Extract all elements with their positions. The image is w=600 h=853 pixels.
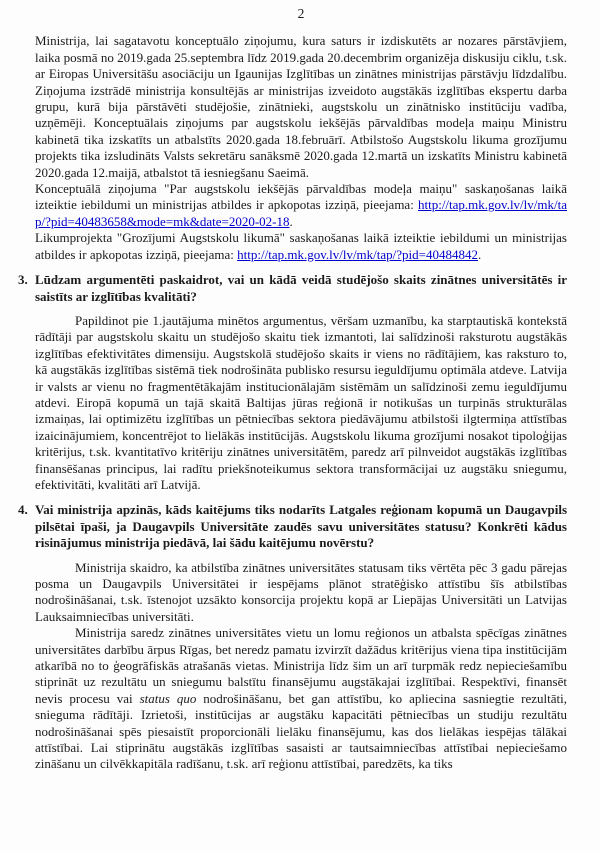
text-run: Lūdzam argumentēti paskaidrot, vai un kādā veidā studējošo skaits zinātnes universitātēs ir saistīts ar izglītības kvalitāti? [35, 272, 567, 304]
text-run: Papildinot pie 1.jautājuma minētos argumentus, vēršam uzmanību, ka starptautiskā kontekstā rādītāji par augstskolu skaitu un studējošo skaitu tiek izmantoti, lai salīdzinoši raksturotu augstākās izglītības efektivitātes dimensiju. Augstskolā studējošo skaits ir viens no rādītājiem, kas raksturo to, kā augstākās izglītības sistēmā tiek nodrošināta publisko resursu ieguldījumu optimāla atdeve. Latvija ir valsts ar vienu no fragmentētākajām institucionālajām sistēmām un salīdzinoši zemu ieguldījumu atdevi. Eiropā kopumā un tajā skaitā Baltijas jūras reģionā ir notikušas un turpinās strukturālas izmaiņas, lai optimizētu izglītības un pētniecības sektora piedāvājumu atbilstoši ilgtermiņa attīstības izaicinājumiem, koncentrējot to lielākās institūcijās. Augstskolu likuma grozījumi nosakot tipoloģijas kritērijus, t.sk. kvantitatīvo kritēriju zinātnes universitātēm, paredz arī pilnveidot augstākās izglītības finansēšanas principus, lai radītu priekšnoteikumus sektora transformācijai uz augstāku sniegumu, efektivitāti, kvalitāti arī Latvijā. [35, 312, 567, 492]
hyperlink[interactable]: http://tap.mk.gov.lv/lv/mk/tap/?pid=40483658&mode=mk&date=2020-02-18 [35, 197, 567, 229]
paragraph [35, 560, 567, 626]
text-run: Konceptuālā ziņojuma "Par augstskolu iekšējās pārvaldības modeļa maiņu" saskaņošanas laikā izteiktie iebildumi un ministrijas atbildes ir apkopotas izziņā, pieejama: [35, 181, 567, 213]
paragraph [35, 33, 567, 181]
text-run: Ministrija skaidro, ka atbilstība zinātnes universitātes statusam tiks vērtēta pēc 3 gadu pārejas posma un Daugavpils Universitātei ir iespējams plānot stratēģisko attīstību šīs atbilstības nodrošināšanai, t.sk. īstenojot uzsākto konsorcija projektu kopā ar Liepājas Universitāti un Latvijas Lauksaimniecības universitāti. [35, 559, 567, 624]
text-run: Ministrija, lai sagatavotu konceptuālo ziņojumu, kura saturs ir izdiskutēts ar nozares pārstāvjiem, laika posmā no 2019.gada 25.septembra līdz 2019.gada 20.decembrim organizēja diskusiju ciklu, t.sk. ar Eiropas Universitāšu asociāciju un Igaunijas Izglītības un zinātnes ministrijas pārstāvju līdzdalību. Ziņojuma izstrādē ministrija konsultējās ar ministrijas izveidoto augstākās izglītības ekspertu darba grupu, kurā bija pārstāvēti studējošie, zinātnieki, augstskolu un zinātnisko institūciju vadība, uzņēmēji. Konceptuālais ziņojums par augstskolu iekšējās pārvaldības modeļa maiņu Ministru kabinetā tika izskatīts un atbalstīts 2020.gada 18.februārī. Atbilstošo Augstskolu likuma grozījumu projekts tika izsludināts Valsts sekretāru sanāksmē 2020.gada 12.martā un izskatīts Ministru kabinetā 2020.gada 12.maijā, atbalstot tā iesniegšanu Saeimā. [35, 33, 567, 180]
text-run: Ministrija saredz zinātnes universitātes vietu un lomu reģionos un atbalsta spēcīgas zinātnes universitātes darbību ārpus Rīgas, bet neredz pamatu izvirzīt dažādus kritērijus viena tipa institūcijām atkarībā no to ģeogrāfiskās atrašanās vietas. Ministrija līdz šim un arī turpmāk redz nepieciešamību stiprināt uz rezultātu un sniegumu balstītu finansējumu augstākajai izglītībai. Respektīvi, finansēt nevis procesu vai [35, 625, 567, 706]
hyperlink[interactable]: http://tap.mk.gov.lv/lv/mk/tap/?pid=40484842 [237, 246, 478, 262]
item-number: 4. [18, 502, 28, 518]
paragraph [35, 181, 567, 230]
paragraph [35, 230, 567, 263]
text-run: . [478, 246, 482, 262]
item-number: 3. [18, 272, 28, 288]
italic-text: status quo [139, 690, 197, 706]
document-body [18, 33, 567, 772]
numbered-question [18, 502, 567, 551]
item-text [35, 502, 567, 551]
item-text [35, 272, 567, 305]
paragraph [35, 625, 567, 773]
page-number: 2 [297, 6, 305, 21]
text-run: nodrošināšanu, bet gan attīstību, ko apliecina sasniegtie rezultāti, snieguma rādītāji. Izrietoši, institūcijas ar augstāku kapacitāti pētniecības un studiju rezultātu nodrošināšanai spēs piesaistīt proporcionāli lielāku finansējumu, kas dos lielākas iespējas tālākai attīstībai. Lai stiprinātu augstākās izglītības sasaisti ar tautsaimniecības attīstībai nepieciešamo zināšanu un cilvēkkapitāla radīšanu, t.sk. arī reģionu attīstībai, paredzēts, ka tiks [35, 690, 567, 772]
numbered-question [18, 272, 567, 305]
text-run: Vai ministrija apzinās, kāds kaitējums tiks nodarīts Latgales reģionam kopumā un Daugavpils pilsētai īpaši, ja Daugavpils Universitāte zaudēs savu universitātes statusu? Konkrēti kādus risinājumus ministrija piedāvā, lai šādu kaitējumu novērstu? [35, 502, 567, 551]
paragraph [35, 313, 567, 493]
text-run: Likumprojekta "Grozījumi Augstskolu likumā" saskaņošanas laikā izteiktie iebildumi un ministrijas atbildes ir apkopotas izziņā, pieejama: [35, 230, 567, 262]
text-run: . [289, 213, 293, 229]
